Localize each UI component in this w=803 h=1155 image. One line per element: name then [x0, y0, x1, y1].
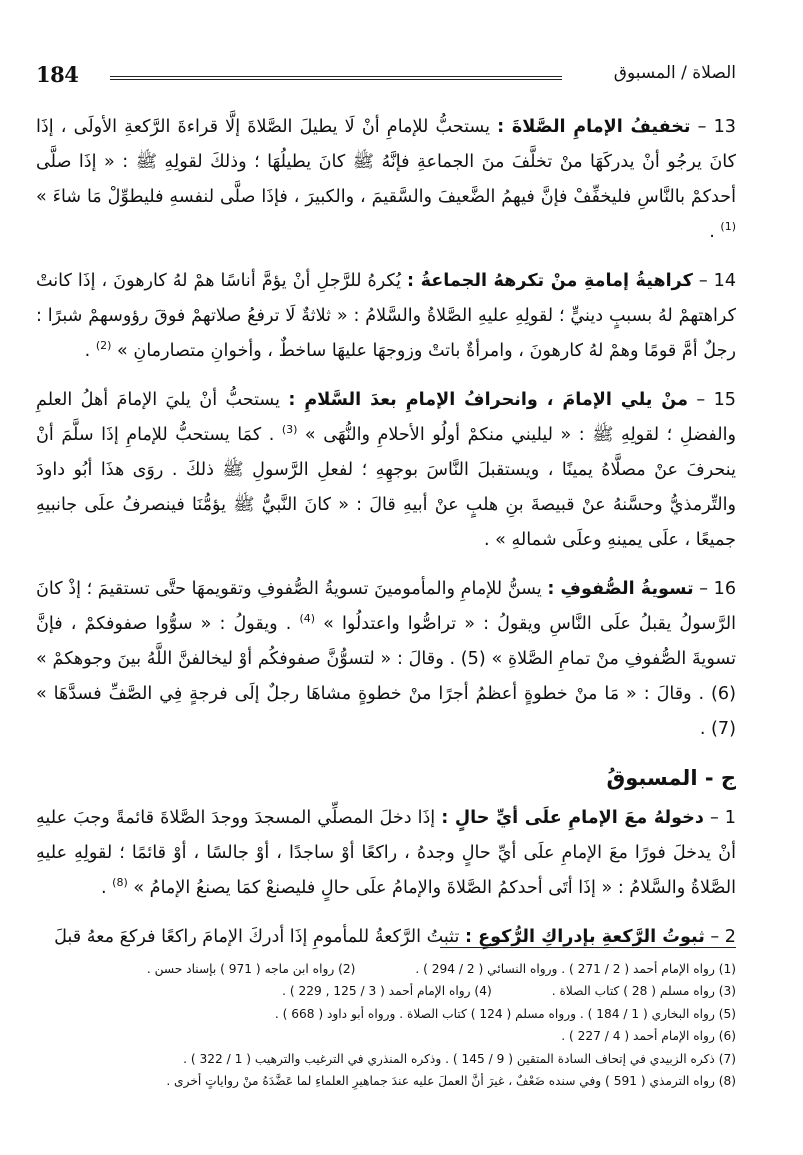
paragraph-tail: .: [100, 878, 113, 898]
footnote-marker: (4): [299, 612, 316, 626]
paragraph-number: 2 –: [710, 927, 736, 947]
paragraph-15: [36, 383, 736, 558]
paragraph-text: يستحبُّ أنْ يليَ الإمامَ أهلُ العلمِ والفضلِ ؛ لقولِهِ ﷺ : « ليليني منكمْ أولُو الأحلامِ والنُّهَى »: [36, 390, 736, 445]
footnote-row: [36, 1048, 736, 1070]
paragraph-text: تثبتُ الرَّكعةُ للمأمومِ إذَا أدركَ الإمامَ راكعًا فركعَ معهُ قبلَ: [54, 927, 460, 947]
paragraph-heading: تخفيفُ الإمامِ الصَّلاةَ :: [497, 117, 691, 137]
footnote-8: (8) رواه الترمذي ( 591 ) وفي سنده ضَعْفٌ ، غيرَ أنَّ العملَ عليه عندَ جماهيرِ العلماءِ لما عَضَّدَهُ منْ رواياتٍ أخرى .: [166, 1074, 736, 1089]
footnote-row: [36, 980, 736, 1002]
footnote-1: (1) رواه الإمام أحمد ( 2 / 271 ) . ورواه النسائي ( 2 / 294 ) .: [415, 962, 736, 976]
paragraph-14: [36, 264, 736, 369]
page-header: [36, 62, 736, 94]
paragraph-tail: . ويقولُ : « سوُّوا صفوفكمْ ، فإنَّ تسويةَ الصُّفوفِ منْ تمامِ الصَّلاةِ » (5) . وقالَ : « لتسوُّنَّ صفوفكُم أوْ ليخالفنَّ اللَّهُ بينَ وجوهكمْ » (6) . وقالَ : « مَا منْ خطوةٍ أعظمُ أجرًا منْ خطوةٍ مشاهَا رجلٌ إلَى فرجةٍ فِي الصَّفِّ فسدَّهَا » (7) .: [36, 614, 736, 739]
paragraph-tail: .: [84, 341, 96, 361]
section-title: ج - المسبوقُ: [606, 766, 736, 790]
footnote-row: [36, 958, 736, 980]
footnote-4: (4) رواه الإمام أحمد ( 3 / 125 , 229 ) .: [282, 984, 492, 999]
footnote-2: (2) رواه ابن ماجه ( 971 ) بإسناد حسن .: [146, 962, 356, 976]
footnote-marker: (3): [281, 423, 298, 437]
footnote-rule: [440, 947, 736, 948]
footnote-5: (5) رواه البخاري ( 1 / 184 ) . ورواه مسلم ( 124 ) كتاب الصلاة . ورواه أبو داود ( 668 ) .: [274, 1006, 736, 1021]
paragraph-text: يستحبُّ للإمامِ أنْ لَا يطيلَ الصَّلاةَ إلَّا قراءةَ الرَّكعةِ الأولَى ، إذَا كانَ يرجُو أنْ يدركَهَا منْ تخلَّفَ منَ الجماعةِ فإنَّهُ ﷺ كانَ يطيلُهَا ؛ وذلكَ لقولِهِ ﷺ : « إذَا صلَّى أحدكمْ بالنَّاسِ فليخفِّفْ فإنَّ فيهمُ الضَّعيفَ والسَّقيمَ ، والكبيرَ ، فإذَا صلَّى لنفسهِ فليطوِّلْ مَا شاءَ »: [36, 117, 736, 207]
header-rule: [110, 76, 562, 77]
paragraph-number: 16 –: [699, 579, 737, 599]
footnote-marker: (1): [720, 220, 736, 234]
footnote-row: [36, 1003, 736, 1025]
section-paragraph-1: [36, 801, 736, 906]
header-rule-double: [110, 79, 562, 80]
running-title: الصلاة / المسبوق: [613, 63, 736, 83]
page-body: [36, 110, 736, 969]
paragraph-text: يسنُّ للإمامِ والمأمومينَ تسويةُ الصُّفوفِ وتقويمهَا حتَّى تستقيمَ ؛ إذْ كانَ الرَّسولُ يقبلُ علَى النَّاسِ ويقولُ : « تراصُّوا واعتدلُوا »: [36, 579, 736, 634]
footnote-3: (3) رواه مسلم ( 28 ) كتاب الصلاة .: [551, 984, 736, 999]
paragraph-tail: .: [709, 222, 721, 242]
paragraph-13: [36, 110, 736, 250]
paragraph-number: 14 –: [698, 271, 737, 291]
paragraph-number: 1 –: [709, 808, 736, 828]
paragraph-heading: ثبوتُ الرَّكعةِ بإدراكِ الرُّكوعِ :: [464, 927, 705, 947]
footnote-row: [36, 1025, 736, 1047]
page-number: 184: [36, 62, 79, 87]
footnote-6: (6) رواه الإمام أحمد ( 4 / 227 ) .: [561, 1029, 736, 1044]
paragraph-text: يُكرهُ للرَّجلِ أنْ يؤمَّ أناسًا همْ لهُ كارهونَ ، إذَا كانتْ كراهتهمْ لهُ بسببٍ دينيٍّ ؛ لقولِهِ عليهِ الصَّلاةُ والسَّلامُ : « ثلاثةٌ لَا ترفعُ صلاتهمْ فوقَ رؤوسهمْ شبرًا : رجلٌ أمَّ قومًا وهمْ لهُ كارهونَ ، وامرأةٌ باتتْ وزوجهَا عليهَا ساخطٌ ، وأخوانِ متصارمانِ »: [36, 271, 736, 361]
section-paragraph-2: [36, 920, 736, 955]
footnotes: [36, 958, 736, 1092]
paragraph-number: 15 –: [696, 390, 736, 410]
footnote-marker: (2): [95, 339, 112, 353]
paragraph-text: إذَا دخلَ المصلِّي المسجدَ ووجدَ الصَّلاةَ قائمةً وجبَ عليهِ أنْ يدخلَ فورًا معَ الإمامِ علَى أيِّ حالٍ وجدهُ ، راكعًا أوْ ساجدًا ، أوْ جالسًا ، أوْ قائمًا ؛ لقولِهِ عليهِ الصَّلاةُ والسَّلامُ : « إذَا أتَى أحدكمُ الصَّلاةَ والإمامُ علَى حالٍ فليصنعْ كمَا يصنعُ الإمامُ »: [36, 808, 736, 898]
paragraph-heading: تسويةُ الصُّفوفِ :: [547, 579, 694, 599]
footnote-row: [36, 1070, 736, 1092]
paragraph-heading: دخولهُ معَ الإمامِ علَى أيِّ حالٍ :: [441, 808, 704, 828]
footnote-7: (7) ذكره الزبيدي في إتحاف السادة المتقين ( 9 / 145 ) . وذكره المنذري في الترغيب والترهيب ( 1 / 322 ) .: [183, 1051, 736, 1066]
paragraph-tail: . كمَا يستحبُّ للإمامِ إذَا سلَّمَ أنْ ينحرفَ عنْ مصلَّاهُ يمينًا ، ويستقبلَ النَّاسَ بوجهِهِ ؛ لفعلِ الرَّسولِ ﷺ ذلكَ . روَى هذَا أبُو داودَ والتِّرمذيُّ وحسَّنهُ عنْ قبيصةَ بنِ هلبٍ عنْ أبيهِ قالَ : « كانَ النَّبيُّ ﷺ يؤمُّنَا فينصرفُ علَى جانبيهِ جميعًا ، علَى يمينهِ وعلَى شمالهِ » .: [36, 425, 736, 550]
paragraph-heading: كراهيةُ إمامةِ منْ تكرههُ الجماعةُ :: [407, 271, 693, 291]
paragraph-16: [36, 572, 736, 747]
paragraph-heading: منْ يلي الإمامَ ، وانحرافُ الإمامِ بعدَ السَّلامِ :: [288, 390, 689, 410]
paragraph-number: 13 –: [697, 117, 736, 137]
footnote-marker: (8): [112, 876, 128, 890]
